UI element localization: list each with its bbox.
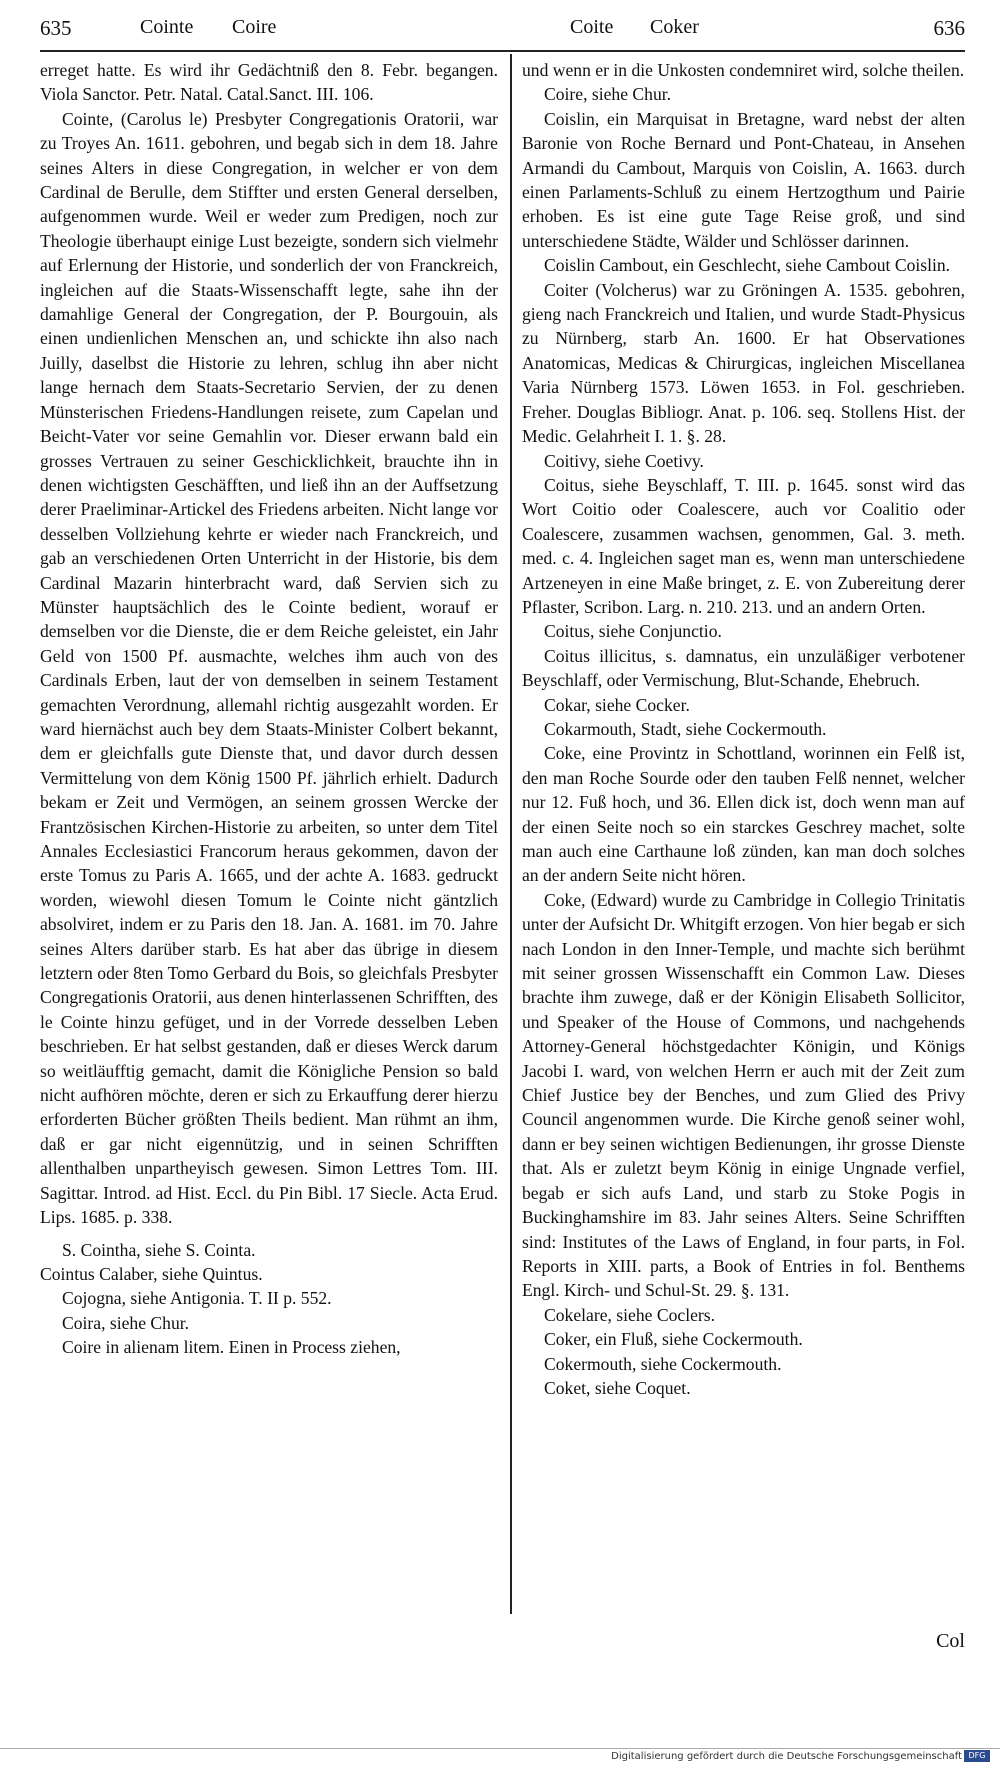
entry-cokelare: Cokelare, siehe Coclers. bbox=[544, 1304, 715, 1325]
page-number-right: 636 bbox=[933, 16, 965, 40]
catchword: Col bbox=[936, 1630, 965, 1652]
entry-coke-province: Coke, eine Provintz in Schottland, worinnen ein Felß ist, den man Roche Sourde oder den tauben Felß nennet, welcher nur 12. Fuß hoch, und 36. Ellen dick ist, doch wenn man auf der einen Seite noch so ein starckes Geschrey machet, solte man auch eine Carthaune loß zünden, kan man doch solches an der andern Seite nicht hören. bbox=[522, 743, 965, 886]
entry-coke-edward: Coke, (Edward) wurde zu Cambridge in Collegio Trinitatis unter der Aufsicht Dr. Whitgift erzogen. Von hier begab er sich nach London in den Inner-Temple, und machte sich berühmt mit seiner grossen Wissenschafft ein Common Law. Dieses brachte ihm zuwege, daß er der Königin Elisabeth Sollicitor, und Speaker of the House of Commons, und nachgehends Attorney-General höchstgedachter Königin, und Königs Jacobi I. ward, von welchen Herrn er auch mit der Zeit zum Chief Justice bey der Benches, und zum Glied des Privy Council angenommen wurde. Die Kirche genoß seiner wohl, dann er bey seinen wichtigen Bedienungen, ihr grosse Dienste that. Als er zuletzt beym König in einige Ungnade verfiel, begab er sich aufs Land, und starb zu Stoke Pogis in Buckinghamshire im 83. Jahr seines Alters. Seine Schrifften sind: Institutes of the Laws of England, in four parts, in Fol. Reports in XIII. parts, a Book of Entries in fol. Benthems Engl. Kirch- und Schul-St. 29. §. 131. bbox=[522, 889, 965, 1301]
running-head-left-2: Coire bbox=[232, 16, 277, 38]
running-head-right-2: Coker bbox=[650, 16, 699, 38]
entry-coislin-cambout: Coislin Cambout, ein Geschlecht, siehe Cambout Coislin. bbox=[544, 255, 951, 276]
entry-coket: Coket, siehe Coquet. bbox=[544, 1377, 691, 1398]
header-rule bbox=[40, 50, 965, 52]
entry-coitus: Coitus, siehe Beyschlaff, T. III. p. 1645. sonst wird das Wort Coitio oder Coalescere, auch vor Coalitio oder Coalescere, zusammen wachsen, genommen, Gal. 3. meth. med. c. 4. Ingleichen saget man es, wenn man unterschiedene Artzeneyen in eine Maße bringet, z. E. von Zubereitung derer Pflaster, Scribon. Larg. n. 210. 213. und an andern Orten. bbox=[522, 474, 965, 617]
digitization-credit: Digitalisierung gefördert durch die Deutsche Forschungsgemeinschaft bbox=[611, 1751, 962, 1762]
entry-cokarmouth: Cokarmouth, Stadt, siehe Cockermouth. bbox=[544, 718, 827, 739]
running-head-left-1: Cointe bbox=[140, 16, 194, 38]
entry-coitivy: Coitivy, siehe Coetivy. bbox=[544, 450, 704, 471]
entry-cointus-calaber: Cointus Calaber, siehe Quintus. bbox=[40, 1263, 263, 1284]
entry-coker: Coker, ein Fluß, siehe Cockermouth. bbox=[544, 1329, 803, 1350]
entry-cointha: S. Cointha, siehe S. Cointa. bbox=[62, 1239, 256, 1260]
entry-coire-litem: Coire in alienam litem. Einen in Process ziehen, bbox=[62, 1337, 401, 1358]
entry-coiter: Coiter (Volcherus) war zu Gröningen A. 1535. gebohren, gieng nach Franckreich und Italien, und wurde Stadt-Physicus zu Nürnberg, starb An. 1600. Er hat Observationes Anatomicas, Medicas & Chirurgicas, ingleichen Miscellanea Varia Nürnberg 1573. Löwen 1653. in Fol. geschrieben. Freher. Douglas Bibliogr. Anat. p. 106. seq. Stollens Hist. der Medic. Gelahrheit I. 1. §. 28. bbox=[522, 279, 965, 447]
entry-coitus-conjunctio: Coitus, siehe Conjunctio. bbox=[544, 621, 722, 642]
entry-coitus-illicitus: Coitus illicitus, s. damnatus, ein unzuläßiger verbotener Beyschlaff, oder Vermischung, Blut-Schande, Ehebruch. bbox=[522, 645, 965, 691]
dfg-logo: DFG bbox=[964, 1750, 990, 1762]
entry-cointe-carolus: Cointe, (Carolus le) Presbyter Congregationis Oratorii, war zu Troyes An. 1611. gebohren, und begab sich in dem 18. Jahre seines Alters in diese Congregation, in welcher er von dem Cardinal de Berulle, dem Stiffter und ersten General derselben, aufgenommen wurde. Weil er weder zum Predigen, noch zur Theologie überhaupt einige Lust bezeigte, sondern sich vielmehr auf Erlernung der Historie, und sonderlich der von Franckreich, ingleichen auf die Staats-Wissenschafft legte, sahe ihn der damahlige General der Congregation, der P. Bourgouin, als einen undienlichen Menschen an, und schickte ihn also nach Juilly, daselbst die Historie zu lehren, schlug ihn aber nicht lange hernach dem Staats-Secretario Servien, der zu denen Münsterischen Friedens-Handlungen reisete, zum Capelan und Beicht-Vater vor seine Gemahlin vor. Dieser erwann bald ein grosses Vertrauen zu seiner Geschicklichkeit, brauchte ihn in denen wichtigsten Geschäfften, und ließ ihn an der Auffsetzung derer Praeliminar-Artickel des Friedens arbeiten. Nicht lange vor desselben Vollziehung kehrte er wieder nach Franckreich, und gab an verschiedenen Orten Unterricht in der Historie, bis dem Cardinal Mazarin hinterbracht ward, daß Servien sich zu Münster hauptsächlich des le Cointe bedient, worauf er demselben vor die Dienste, die er dem Reiche geleistet, ein Jahr Geld von 1500 Pf. ausmachte, welches ihm auch von des Cardinals Erben, laut der von demselben in seinem Testament gemachten Verordnung, allemahl richtig ausgezahlt worden. Er ward hiernächst auch bey dem Staats-Minister Colbert bekannt, dem er gleichfalls gute Dienste that, und davor durch dessen Vermittelung von dem König 1500 Pf. jährlich erhielt. Dadurch bekam er Zeit und Vermögen, an seinem grossen Wercke der Frantzösischen Kirchen-Historie zu arbeiten, so unter dem Titel Annales Ecclesiastici Francorum heraus gekommen, davon der erste Tomus zu Paris A. 1665, und der achte A. 1683. gedruckt worden, wiewohl diesen Tomum le Cointe nicht gäntzlich absolviret, indem er zu Paris den 18. Jan. A. 1681. im 70. Jahre seines Alters darüber starb. Es hat aber das übrige in diesem letztern oder 8ten Tomo Gerbard du Bois, so gleichfals Presbyter Congregationis Oratorii, aus denen hinterlassenen Schrifften, des le Cointe hinzu gefüget, und in der Vorrede desselben Leben beschrieben. Er hat selbst gestanden, daß er dieses Werck darum so weitläufftig gemacht, damit die Königliche Pension so bald nicht aufhören möchte, deren er sich zu Erkauffung derer hierzu erforderten Bücher größten Theils bedient. Man rühmt an ihm, daß er gar nicht eigennützig, und in seinen Schrifften allenthalben unpartheyisch gewesen. Simon Lettres Tom. III. Sagittar. Introd. ad Hist. Eccl. du Pin Bibl. 17 Siecle. Acta Erud. Lips. 1685. p. 338. bbox=[40, 108, 498, 1228]
entry-continuation: erreget hatte. Es wird ihr Gedächtniß den 8. Febr. begangen. Viola Sanctor. Petr. Natal. Catal.Sanct. III. 106. bbox=[40, 60, 498, 105]
running-head-right-1: Coite bbox=[570, 16, 614, 38]
entry-cokermouth: Cokermouth, siehe Cockermouth. bbox=[544, 1353, 782, 1374]
right-column bbox=[522, 58, 965, 1400]
page-number-left: 635 bbox=[40, 16, 72, 40]
page-header bbox=[40, 16, 965, 46]
column-divider bbox=[510, 54, 512, 1614]
entry-continuation-right: und wenn er in die Unkosten condemniret wird, solche theilen. bbox=[522, 60, 965, 80]
footer-rule bbox=[0, 1748, 1000, 1749]
entry-coislin: Coislin, ein Marquisat in Bretagne, ward nebst der alten Baronie von Roche Bernard und Pont-Chateau, in Ansehen Armandi du Cambout, Marquis von Coislin, A. 1663. durch einen Parlaments-Schluß zu einem Hertzogthum und Pairie erhoben. Es ist eine gute Tage Reise groß, und sind unterschiedene Städte, Wälder und Schlösser darinnen. bbox=[522, 108, 965, 251]
entry-cojogna: Cojogna, siehe Antigonia. T. II p. 552. bbox=[62, 1288, 332, 1309]
entry-coire: Coire, siehe Chur. bbox=[544, 84, 672, 105]
entry-cokar: Cokar, siehe Cocker. bbox=[544, 694, 690, 715]
left-column bbox=[40, 58, 498, 1360]
entry-coira: Coira, siehe Chur. bbox=[62, 1312, 190, 1333]
